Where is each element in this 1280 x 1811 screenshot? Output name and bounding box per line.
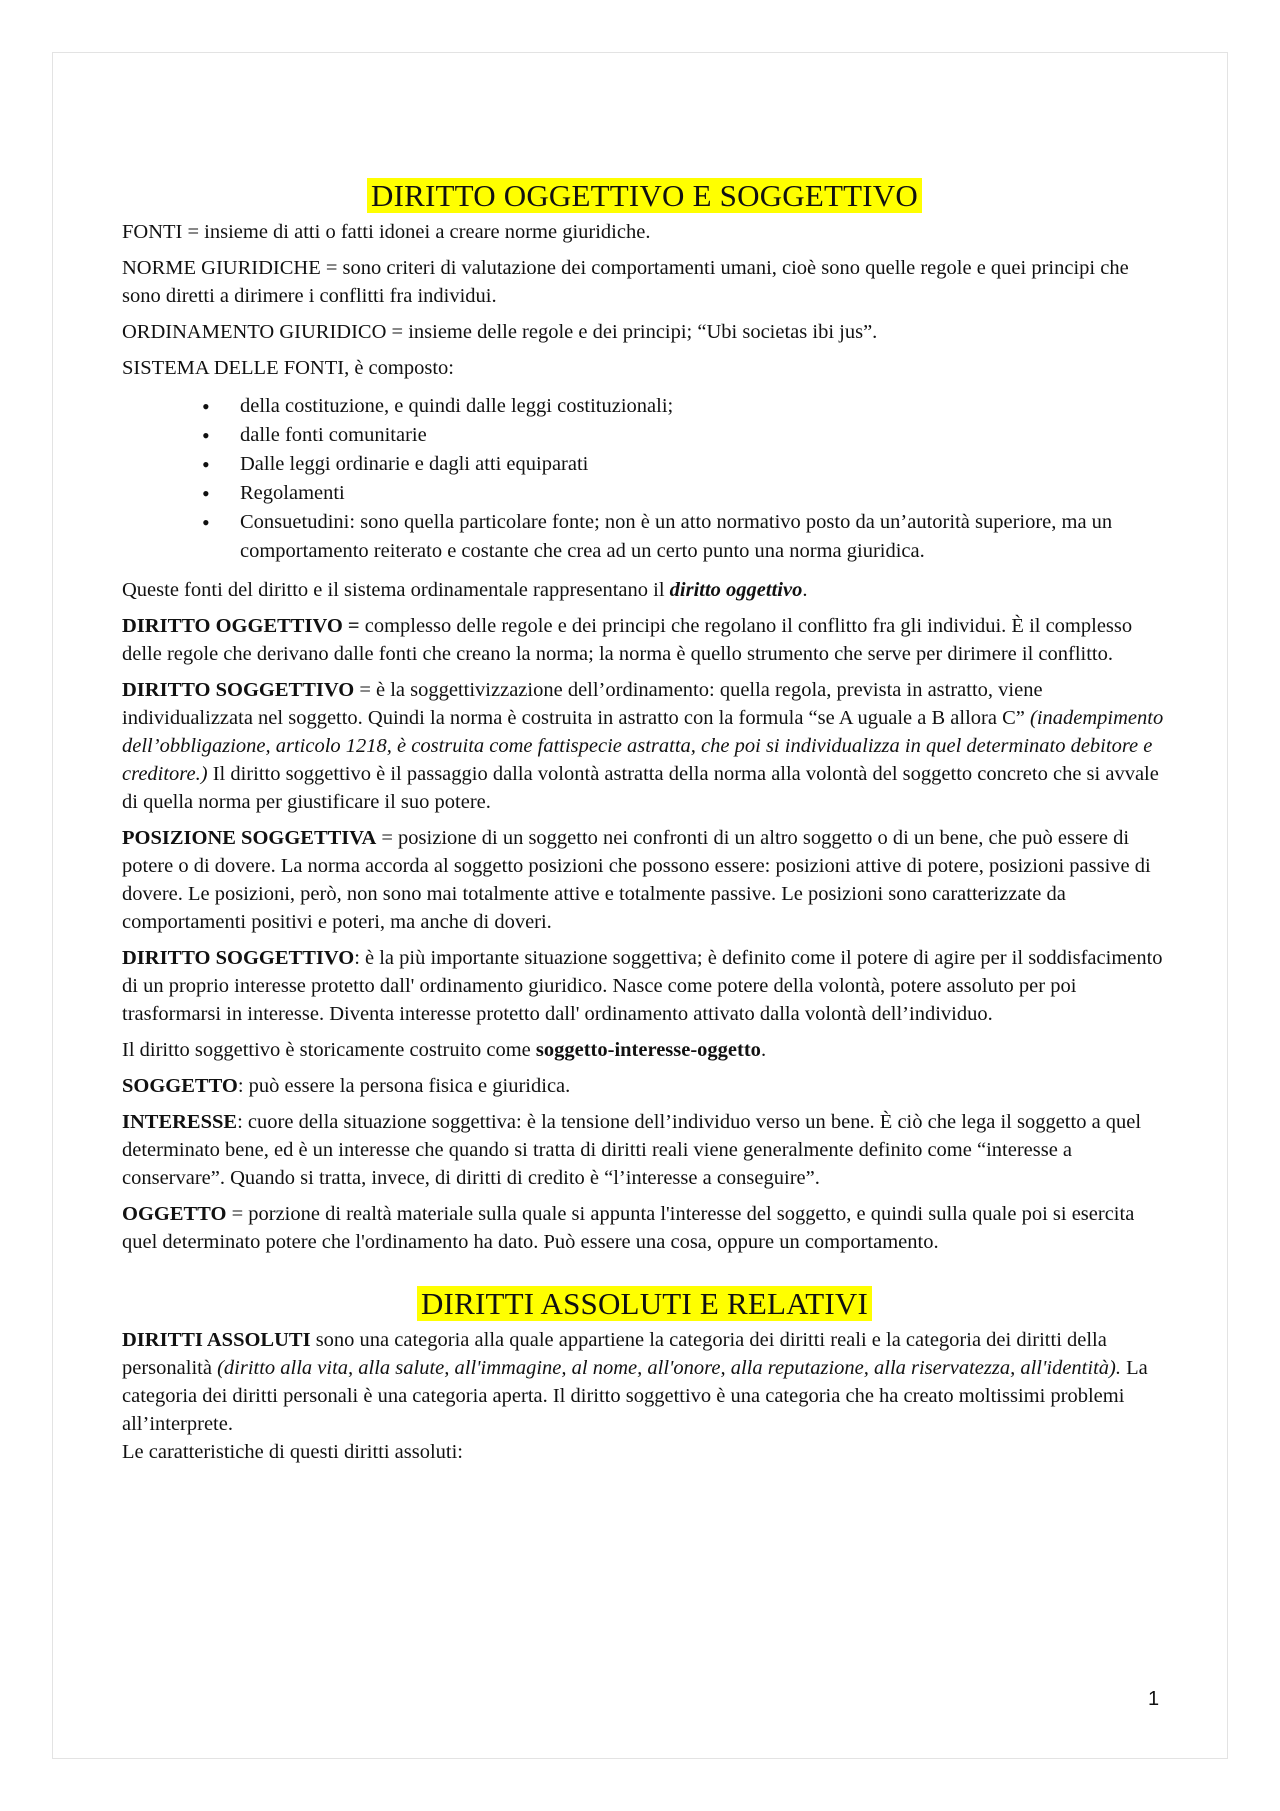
paragraph-diritti-assoluti: DIRITTI ASSOLUTI sono una categoria alla quale appartiene la categoria dei diritti reali e la categoria dei diritti della personalità (diritto alla vita, alla salute, all'immagine, al nome, all'onore, alla reputazione, alla riservatezza, all'identità). La categoria dei diritti personali è una categoria aperta. Il diritto soggettivo è una categoria che ha creato moltissimi problemi all’interprete. <box>122 1329 1148 1435</box>
paragraph-posizione-soggettiva: POSIZIONE SOGGETTIVA = posizione di un soggetto nei confronti di un altro soggetto o di un bene, che può essere di potere o di dovere. La norma accorda al soggetto posizioni che possono essere: posizioni attive di potere, posizioni passive di dovere. Le posizioni, però, non sono mai totalmente attive e totalmente passive. Le posizioni sono caratterizzate da comportamenti positivi e poteri, ma anche di doveri. <box>122 827 1151 933</box>
paragraph-diritto-soggettivo-definizione: DIRITTO SOGGETTIVO: è la più importante situazione soggettiva; è definito come il potere di agire per il soddisfacimento di un proprio interesse protetto dall' ordinamento giuridico. Nasce come potere della volontà, potere assoluto per poi trasformarsi in interesse. Diventa interesse protetto dall' ordinamento attivato dalla volontà dell’individuo. <box>122 947 1163 1025</box>
list-item: • Regolamenti <box>240 479 1167 508</box>
page-number: 1 <box>1148 1688 1160 1710</box>
list-item: • Consuetudini: sono quella particolare fonte; non è un atto normativo posto da un’autorità superiore, ma un comportamento reiterato e costante che crea ad un certo punto una norma giuridica. <box>240 508 1167 566</box>
paragraph-norme-giuridiche: NORME GIURIDICHE = sono criteri di valutazione dei comportamenti umani, cioè sono quelle regole e quei principi che sono diretti a dirimere i conflitti fra individui. <box>122 257 1129 307</box>
paragraph-diritto-oggettivo: DIRITTO OGGETTIVO = complesso delle regole e dei principi che regolano il conflitto fra gli individui. È il complesso delle regole che derivano dalle fonti che creano la norma; la norma è quello strumento che serve per dirimere il conflitto. <box>122 615 1133 665</box>
paragraph-sistema-fonti: SISTEMA DELLE FONTI, è composto: <box>122 357 454 379</box>
list-item: • Dalle leggi ordinarie e dagli atti equiparati <box>240 450 1167 479</box>
paragraph-diritto-soggettivo: DIRITTO SOGGETTIVO = è la soggettivizzazione dell’ordinamento: quella regola, prevista in astratto, viene individualizzata nel soggetto. Quindi la norma è costruita in astratto con la formula “se A uguale a B allora C” (inadempimento dell’obbligazione, articolo 1218, è costruita come fattispecie astratta, che poi si individualizza in quel determinato debitore e creditore.) Il diritto soggettivo è il passaggio dalla volontà astratta della norma alla volontà del soggetto concreto che si avvale di quella norma per giustificare il suo potere. <box>122 679 1164 813</box>
paragraph-fonti: FONTI = insieme di atti o fatti idonei a creare norme giuridiche. <box>122 221 651 243</box>
section-title-diritto-oggettivo-soggettivo: DIRITTO OGGETTIVO E SOGGETTIVO <box>122 176 1167 216</box>
paragraph-interesse: INTERESSE: cuore della situazione soggettiva: è la tensione dell’individuo verso un bene. È ciò che lega il soggetto a quel determinato bene, ed è un interesse che quando si tratta di diritti reali viene generalmente definito come “interesse a conservare”. Quando si tratta, invece, di diritti di credito è “l’interesse a conseguire”. <box>122 1111 1142 1189</box>
paragraph-soggetto: SOGGETTO: può essere la persona fisica e giuridica. <box>122 1075 571 1097</box>
list-item: • dalle fonti comunitarie <box>240 421 1167 450</box>
fonti-list <box>122 392 1167 566</box>
list-item: • della costituzione, e quindi dalle leggi costituzionali; <box>240 392 1167 421</box>
paragraph-ordinamento-giuridico: ORDINAMENTO GIURIDICO = insieme delle regole e dei principi; “Ubi societas ibi jus”. <box>122 321 878 343</box>
document-body <box>122 176 1167 1474</box>
paragraph-oggetto: OGGETTO = porzione di realtà materiale sulla quale si appunta l'interesse del soggetto, e quindi sulla quale poi si esercita quel determinato potere che l'ordinamento ha dato. Può essere una cosa, oppure un comportamento. <box>122 1203 1135 1253</box>
paragraph-queste-fonti: Queste fonti del diritto e il sistema ordinamentale rappresentano il diritto oggettivo. <box>122 579 808 601</box>
section-title-diritti-assoluti-relativi: DIRITTI ASSOLUTI E RELATIVI <box>122 1284 1167 1324</box>
paragraph-caratteristiche: Le caratteristiche di questi diritti assoluti: <box>122 1441 464 1463</box>
paragraph-storicamente: Il diritto soggettivo è storicamente costruito come soggetto-interesse-oggetto. <box>122 1039 767 1061</box>
